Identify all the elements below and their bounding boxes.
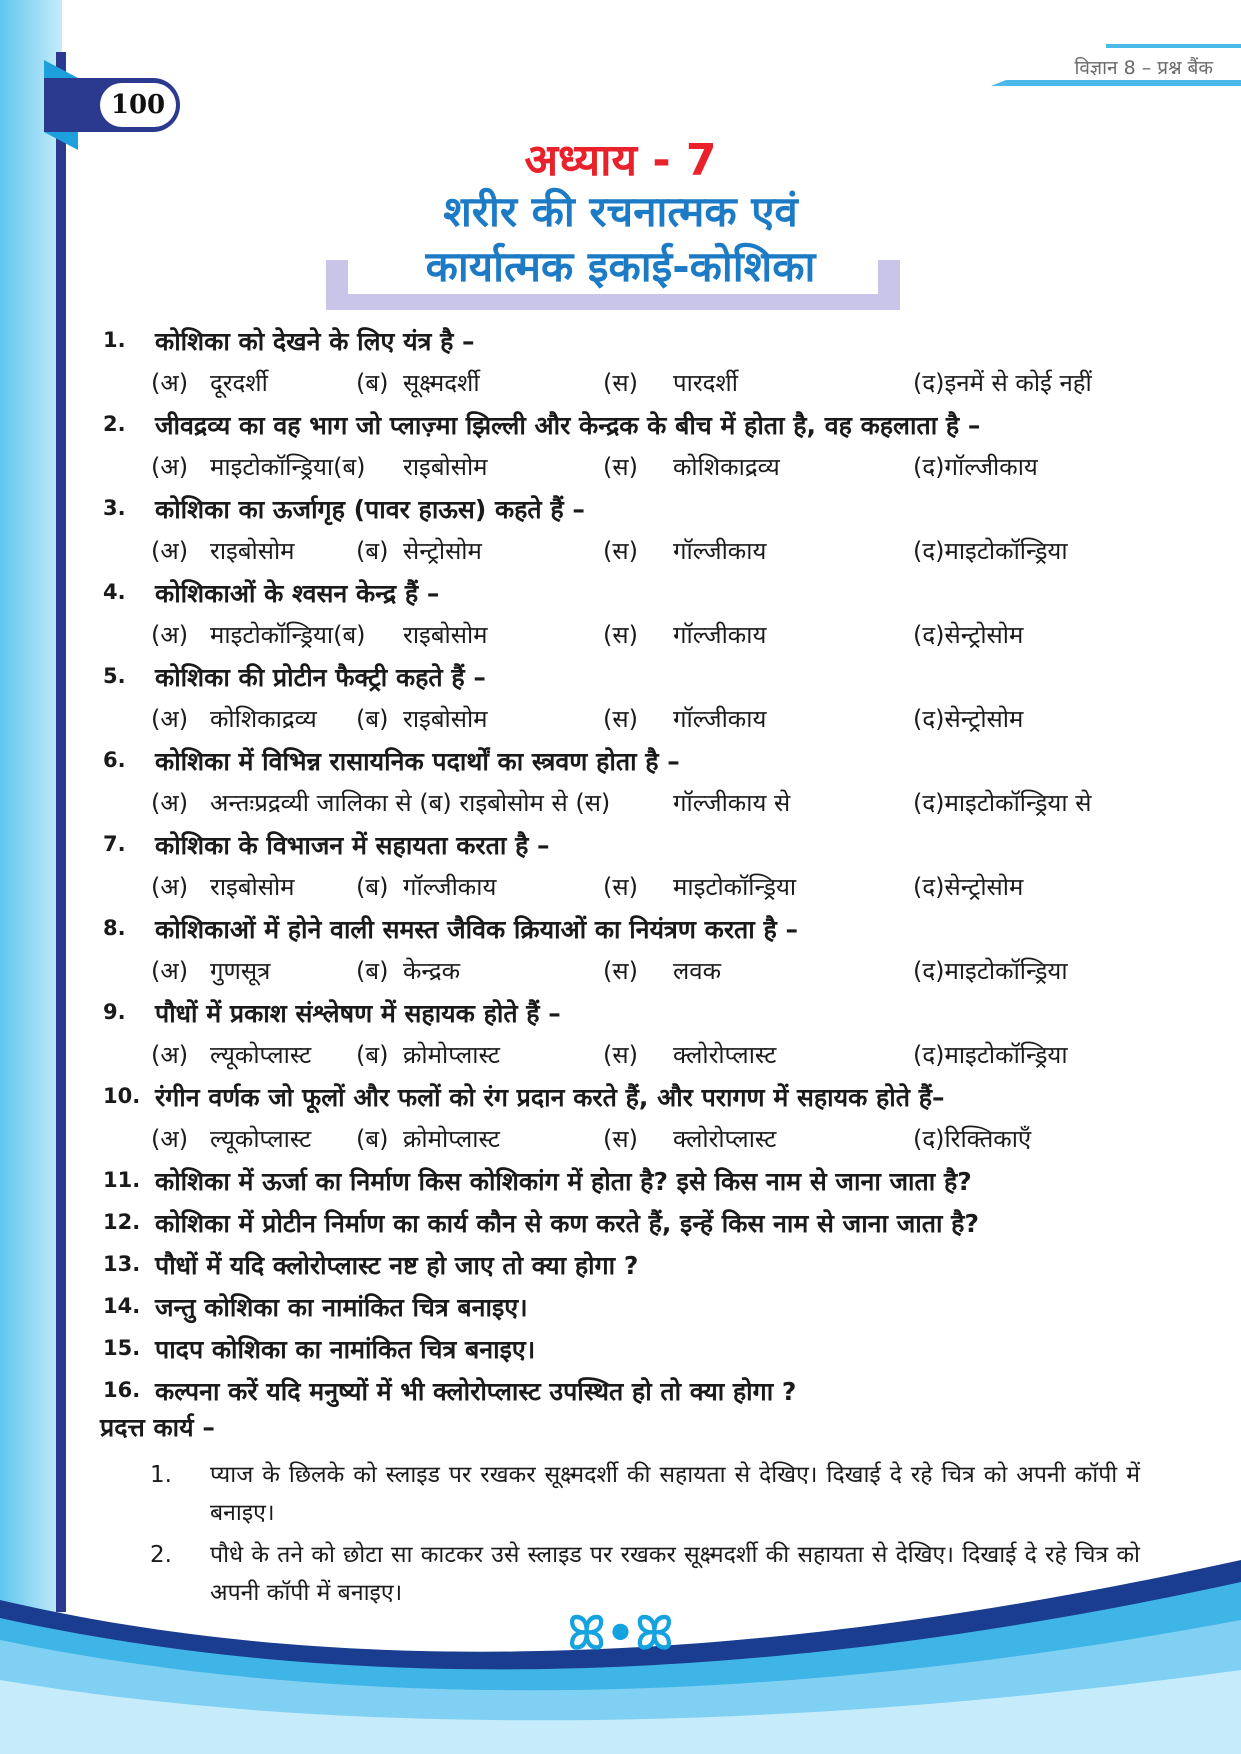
option-part: (द)माइटोकॉन्ड्रिया (913, 957, 1068, 985)
question-number: 7. (103, 832, 126, 856)
option-part: ल्यूकोप्लास्ट (210, 1125, 312, 1153)
question-text: कोशिका का ऊर्जागृह (पावर हाऊस) कहते हैं – (155, 495, 585, 524)
question-text: कोशिका में प्रोटीन निर्माण का कार्य कौन से कण करते हैं, इन्हें किस नाम से जाना जाता है? (155, 1209, 979, 1238)
option-part: (द)रिक्तिकाएँ (913, 1125, 1032, 1153)
option-part: (द)इनमें से कोई नहीं (913, 369, 1092, 397)
option-part: राइबोसोम (403, 453, 488, 481)
option-part: (स) (603, 1125, 638, 1153)
option-part: माइटोकॉन्ड्रिया(ब) (210, 621, 366, 649)
question-text: कोशिकाओं के श्वसन केन्द्र हैं – (155, 579, 440, 608)
option-part: राइबोसोम (210, 873, 295, 901)
question-text: कोशिका में ऊर्जा का निर्माण किस कोशिकांग में होता है? इसे किस नाम से जाना जाता है? (155, 1167, 972, 1196)
option-part: सूक्ष्मदर्शी (403, 369, 480, 397)
question-number: 9. (103, 1000, 126, 1024)
question-number: 14. (103, 1294, 141, 1318)
option-part: गुणसूत्र (210, 957, 271, 985)
option-part: (स) (603, 621, 638, 649)
option-part: (स) (603, 873, 638, 901)
option-part: गॉल्जीकाय (673, 621, 767, 649)
question-number: 13. (103, 1252, 141, 1276)
option-part: गॉल्जीकाय (673, 705, 767, 733)
option-part: (अ) (151, 537, 189, 565)
task-number: 1. (150, 1462, 172, 1488)
question-number: 2. (103, 412, 126, 436)
option-part: राइबोसोम (210, 537, 295, 565)
question-text: कोशिका के विभाजन में सहायता करता है – (155, 831, 550, 860)
option-part: गॉल्जीकाय (673, 537, 767, 565)
option-part: (स) (603, 705, 638, 733)
question-text: रंगीन वर्णक जो फूलों और फलों को रंग प्रदान करते हैं, और परागण में सहायक होते हैं– (155, 1083, 945, 1112)
question-text: कोशिकाओं में होने वाली समस्त जैविक क्रियाओं का नियंत्रण करता है – (155, 915, 798, 944)
option-part: गॉल्जीकाय से (673, 789, 791, 817)
question-text: कोशिका को देखने के लिए यंत्र है – (155, 327, 475, 356)
book-title: विज्ञान 8 – प्रश्न बैंक (1074, 57, 1213, 79)
question-text: कल्पना करें यदि मनुष्यों में भी क्लोरोप्लास्ट उपस्थित हो तो क्या होगा ? (155, 1377, 797, 1406)
question-text: पौधों में यदि क्लोरोप्लास्ट नष्ट हो जाए तो क्या होगा ? (155, 1251, 639, 1280)
option-part: (अ) (151, 369, 189, 397)
option-part: (द)माइटोकॉन्ड्रिया (913, 537, 1068, 565)
option-part: क्लोरोप्लास्ट (673, 1041, 777, 1069)
question-number: 12. (103, 1210, 141, 1234)
option-part: (स) (603, 957, 638, 985)
question-number: 11. (103, 1168, 141, 1192)
question-text: पौधों में प्रकाश संश्लेषण में सहायक होते हैं – (155, 999, 561, 1028)
option-part: क्लोरोप्लास्ट (673, 1125, 777, 1153)
option-part: (द)माइटोकॉन्ड्रिया से (913, 789, 1092, 817)
question-number: 6. (103, 748, 126, 772)
question-number: 4. (103, 580, 126, 604)
option-part: कोशिकाद्रव्य (210, 705, 317, 733)
option-part: लवक (673, 957, 722, 985)
task-heading: प्रदत्त कार्य – (100, 1413, 215, 1442)
question-text: जन्तु कोशिका का नामांकित चित्र बनाइए। (155, 1293, 528, 1322)
option-part: राइबोसोम (403, 621, 488, 649)
option-part: केन्द्रक (403, 957, 461, 985)
header-accent-line (991, 80, 1241, 86)
option-part: (अ) (151, 789, 189, 817)
option-part: (ब) (356, 369, 389, 397)
question-number: 5. (103, 664, 126, 688)
chapter-title-line2: कार्यात्मक इकाई-कोशिका (425, 242, 816, 291)
option-part: (द)माइटोकॉन्ड्रिया (913, 1041, 1068, 1069)
question-text: कोशिका की प्रोटीन फैक्ट्री कहते हैं – (155, 663, 486, 692)
option-part: (स) (603, 453, 638, 481)
option-part: ल्यूकोप्लास्ट (210, 1041, 312, 1069)
option-part: (द)सेन्ट्रोसोम (913, 705, 1024, 733)
header-accent-line-top (1106, 44, 1241, 48)
option-part: (ब) (356, 957, 389, 985)
option-part: अन्तःप्रद्रव्यी जालिका से (ब) राइबोसोम से (स) (210, 789, 611, 817)
chapter-title-line1: शरीर की रचनात्मक एवं (443, 187, 798, 236)
question-text: पादप कोशिका का नामांकित चित्र बनाइए। (155, 1335, 536, 1364)
question-number: 15. (103, 1336, 141, 1360)
option-part: पारदर्शी (673, 369, 738, 397)
option-part: (अ) (151, 621, 189, 649)
question-number: 8. (103, 916, 126, 940)
option-part: दूरदर्शी (210, 369, 268, 397)
page-number: 100 (100, 83, 176, 127)
option-part: (अ) (151, 1125, 189, 1153)
option-part: (ब) (356, 1041, 389, 1069)
option-part: (ब) (356, 537, 389, 565)
task-text: पौधे के तने को छोटा सा काटकर उसे स्लाइड पर रखकर सूक्ष्मदर्शी की सहायता से देखिए। दिखाई दे रहे चित्र को अपनी कॉपी में बनाइए। (210, 1542, 1140, 1606)
option-part: (द)गॉल्जीकाय (913, 453, 1038, 481)
option-part: कोशिकाद्रव्य (673, 453, 780, 481)
option-part: (स) (603, 369, 638, 397)
footer-ornament: ꕤ•ꕤ (567, 1606, 674, 1660)
option-part: क्रोमोप्लास्ट (403, 1041, 500, 1069)
option-part: (स) (603, 1041, 638, 1069)
option-part: (ब) (356, 705, 389, 733)
option-part: क्रोमोप्लास्ट (403, 1125, 500, 1153)
question-number: 10. (103, 1084, 141, 1108)
question-number: 16. (103, 1378, 141, 1402)
option-part: (ब) (356, 1125, 389, 1153)
option-part: (अ) (151, 453, 189, 481)
option-part: (अ) (151, 705, 189, 733)
option-part: (अ) (151, 957, 189, 985)
option-part: (द)सेन्ट्रोसोम (913, 621, 1024, 649)
option-part: माइटोकॉन्ड्रिया(ब) (210, 453, 366, 481)
chapter-label: अध्याय - 7 (524, 135, 717, 186)
option-part: (स) (603, 537, 638, 565)
option-part: माइटोकॉन्ड्रिया (673, 873, 797, 901)
option-part: (अ) (151, 1041, 189, 1069)
option-part: राइबोसोम (403, 705, 488, 733)
task-number: 2. (150, 1542, 172, 1568)
question-number: 1. (103, 328, 126, 352)
question-number: 3. (103, 496, 126, 520)
question-text: जीवद्रव्य का वह भाग जो प्लाज़्मा झिल्ली और केन्द्रक के बीच में होता है, वह कहलाता है – (155, 411, 981, 440)
option-part: (अ) (151, 873, 189, 901)
question-text: कोशिका में विभिन्न रासायनिक पदार्थों का स्त्रवण होता है – (155, 747, 680, 776)
page-number-tab (44, 78, 180, 132)
option-part: सेन्ट्रोसोम (403, 537, 482, 565)
option-part: गॉल्जीकाय (403, 873, 497, 901)
option-part: (ब) (356, 873, 389, 901)
option-part: (द)सेन्ट्रोसोम (913, 873, 1024, 901)
task-text: प्याज के छिलके को स्लाइड पर रखकर सूक्ष्मदर्शी की सहायता से देखिए। दिखाई दे रहे चित्र को अपनी कॉपी में बनाइए। (210, 1462, 1140, 1526)
